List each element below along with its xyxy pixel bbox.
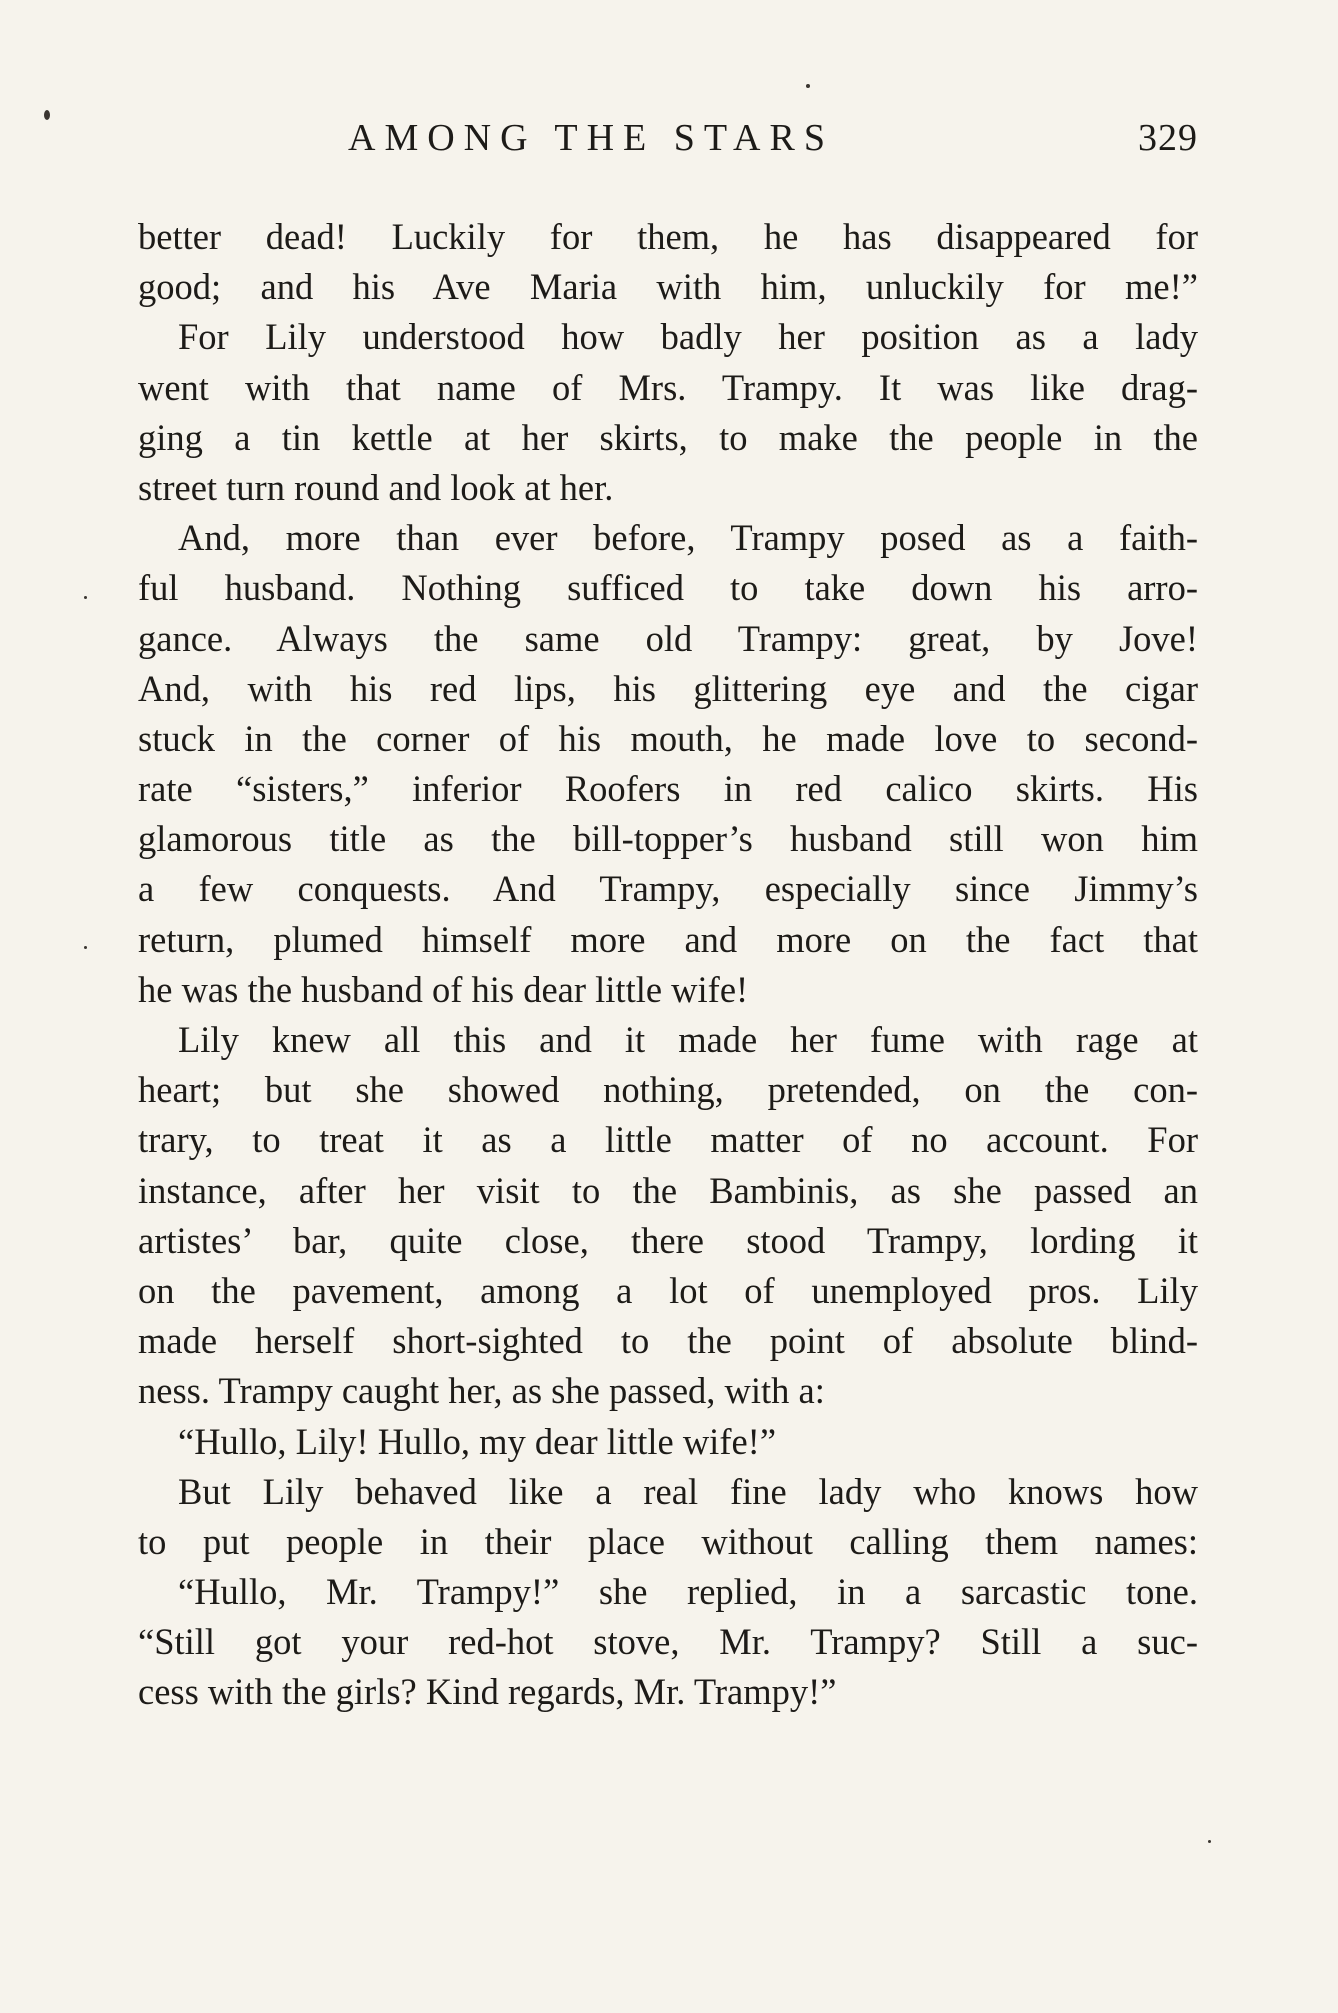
text-line: to put people in their place without calling them names: (138, 1520, 1198, 1562)
text-line: better dead! Luckily for them, he has disappeared for (138, 216, 1198, 257)
text-line: stuck in the corner of his mouth, he made love to second- (138, 717, 1198, 759)
text-line: heart; but she showed nothing, pretended, on the con- (138, 1069, 1198, 1111)
text-line: cess with the girls? Kind regards, Mr. Trampy!” (138, 1671, 837, 1713)
paper-speck (44, 110, 50, 120)
text-line: rate “sisters,” inferior Roofers in red calico skirts. His (138, 768, 1198, 810)
text-line: gance. Always the same old Trampy: great, by Jove! (138, 617, 1198, 659)
text-line: artistes’ bar, quite close, there stood Trampy, lording it (138, 1219, 1198, 1261)
text-line: return, plumed himself more and more on the fact that (138, 918, 1198, 960)
text-line: “Hullo, Mr. Trampy!” she replied, in a sarcastic tone. (178, 1571, 1198, 1613)
paper-speck (1208, 1840, 1211, 1843)
text-line: Lily knew all this and it made her fume with rage at (178, 1019, 1198, 1060)
text-line: on the pavement, among a lot of unemployed pros. Lily (138, 1269, 1198, 1311)
text-line: And, with his red lips, his glittering eye and the cigar (138, 667, 1198, 709)
body-text (138, 212, 1198, 1718)
text-line: glamorous title as the bill-topper’s husband still won him (138, 818, 1198, 860)
text-line: went with that name of Mrs. Trampy. It was like drag- (138, 366, 1198, 408)
page-header (138, 112, 1198, 164)
text-line: made herself short-sighted to the point of absolute blind- (138, 1320, 1198, 1362)
text-line: For Lily understood how badly her position as a lady (178, 316, 1198, 358)
text-line: ging a tin kettle at her skirts, to make the people in the (138, 416, 1198, 458)
page-number: 329 (1138, 117, 1198, 159)
text-line: “Hullo, Lily! Hullo, my dear little wife!” (178, 1420, 777, 1462)
text-line: trary, to treat it as a little matter of no account. For (138, 1119, 1198, 1161)
text-line: “Still got your red-hot stove, Mr. Trampy? Still a suc- (138, 1621, 1198, 1663)
paper-speck (84, 946, 87, 949)
text-line: But Lily behaved like a real fine lady who knows how (178, 1470, 1198, 1512)
text-line: street turn round and look at her. (138, 466, 614, 508)
text-line: ful husband. Nothing sufficed to take down his arro- (138, 567, 1198, 609)
running-title: AMONG THE STARS (348, 117, 834, 159)
text-line: instance, after her visit to the Bambinis, as she passed an (138, 1169, 1198, 1211)
paper-speck (84, 596, 87, 599)
text-line: a few conquests. And Trampy, especially since Jimmy’s (138, 868, 1198, 910)
text-line: he was the husband of his dear little wife! (138, 968, 749, 1010)
text-line: ness. Trampy caught her, as she passed, with a: (138, 1370, 825, 1412)
paper-speck (806, 84, 810, 88)
text-line: And, more than ever before, Trampy posed as a faith- (178, 517, 1198, 559)
text-line: good; and his Ave Maria with him, unluckily for me!” (138, 266, 1198, 308)
